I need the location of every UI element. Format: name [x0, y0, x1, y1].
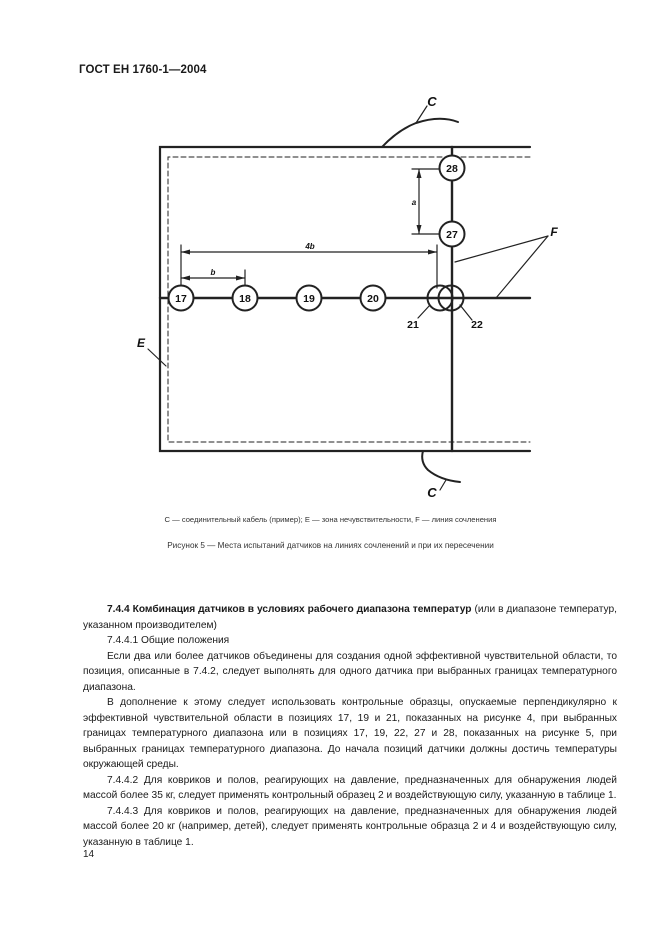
leader-21	[418, 305, 430, 318]
arrow-a-bottom	[417, 225, 422, 234]
label-28: 28	[446, 163, 458, 175]
figure-caption: Рисунок 5 — Места испытаний датчиков на линиях сочленений и при их пересечении	[167, 541, 494, 550]
document-header: ГОСТ ЕН 1760-1—2004	[79, 64, 207, 76]
cable-top	[382, 119, 458, 147]
section-7-4-4	[83, 602, 617, 850]
label-C-bottom: C	[427, 485, 437, 500]
leader-F-1	[455, 236, 548, 262]
label-18: 18	[239, 293, 251, 305]
subsection-heading: 7.4.4.1 Общие положения	[107, 635, 230, 646]
arrow-a-top	[417, 169, 422, 178]
section-heading	[83, 602, 617, 633]
section-title: Комбинация датчиков в условиях рабочего диапазона температур	[132, 604, 472, 615]
label-17: 17	[175, 293, 187, 305]
insensitive-zone-boundary	[168, 157, 530, 442]
page-number: 14	[83, 849, 95, 860]
section-title-rest: (или в диапазоне температур, указанном производителем)	[83, 604, 617, 631]
paragraph-2: В дополнение к этому следует использовать контрольные образцы, опускаемые перпендикулярно к эффективной чувствительной области в позициях 17, 19 и 21, показанных на рисунке 4, при выбранных границах температурного диапазона или в позициях 17, 19, 22, 27 и 28, показанных на рисунке 5, при выбранных границах температурного диапазона. До начала позиций датчики должны достичь температуры окружающей среды.	[83, 697, 617, 770]
label-19: 19	[303, 293, 315, 305]
label-C-top: C	[427, 94, 437, 109]
leader-C-bottom	[440, 480, 446, 490]
figure-legend: C — соединительный кабель (пример); E — зона нечувствительности, F — линия сочленения	[164, 515, 497, 524]
dimension-4b	[181, 245, 437, 288]
label-21: 21	[407, 319, 419, 331]
label-27: 27	[446, 229, 458, 241]
label-20: 20	[367, 293, 379, 305]
arrow-b-left	[181, 276, 190, 281]
label-E: E	[136, 336, 146, 350]
label-F: F	[550, 225, 558, 239]
paragraph-3: 7.4.4.2 Для ковриков и полов, реагирующих на давление, предназначенных для обнаружения людей массой более 35 кг, следует применять контрольный образец 2 и воздействующую силу, указанную в таблице 1.	[83, 774, 617, 801]
label-a: a	[411, 198, 417, 207]
arrow-4b-right	[428, 250, 437, 255]
arrow-b-right	[236, 276, 245, 281]
arrow-4b-left	[181, 250, 190, 255]
paragraph-1: Если два или более датчиков объединены для создания одной эффективной чувствительной области, то позиция, описанные в 7.4.2, следует выполнять для одного датчика при выбранных границах температурного диапазона.	[83, 650, 617, 693]
paragraph-4: 7.4.4.3 Для ковриков и полов, реагирующих на давление, предназначенных для обнаружения людей массой более 20 кг (например, детей), следует применять контрольные образца 2 и 4 и воздействующую силу, указанную в таблице 1.	[83, 805, 617, 848]
label-22: 22	[471, 319, 483, 331]
leader-E	[148, 349, 166, 366]
cable-bottom	[422, 451, 460, 482]
section-number: 7.4.4	[107, 604, 130, 615]
label-4b: 4b	[305, 242, 315, 251]
leader-F-2	[496, 236, 548, 298]
leader-22	[460, 305, 472, 320]
label-b: b	[210, 268, 216, 277]
